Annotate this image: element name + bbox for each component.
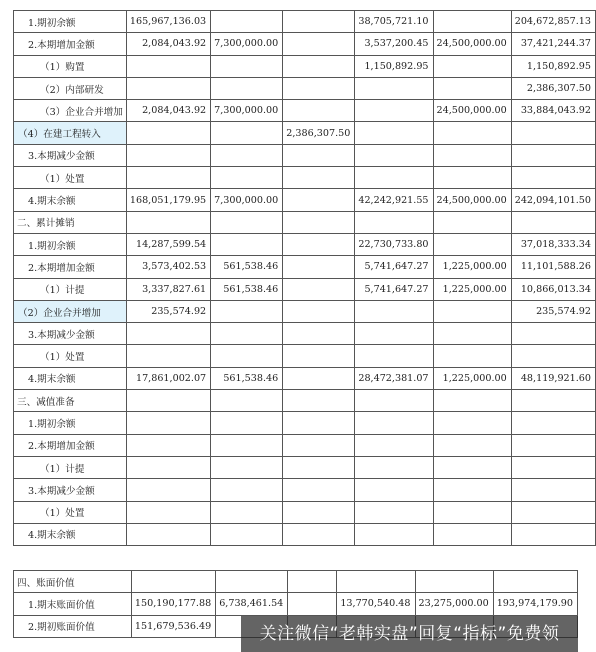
- value-cell: [126, 523, 210, 545]
- value-cell: [355, 323, 433, 345]
- row-label: （1）购置: [14, 55, 127, 77]
- table-row: [14, 390, 596, 412]
- value-cell: [433, 390, 511, 412]
- table-row: [14, 501, 596, 523]
- row-label: 1.期初余额: [14, 412, 127, 434]
- value-cell: 235,574.92: [511, 300, 595, 322]
- value-cell: [126, 434, 210, 456]
- value-cell: 48,119,921.60: [511, 367, 595, 389]
- value-cell: [126, 144, 210, 166]
- value-cell: [355, 122, 433, 144]
- value-cell: [511, 479, 595, 501]
- value-cell: 7,300,000.00: [211, 100, 283, 122]
- value-cell: [131, 571, 215, 593]
- value-cell: 24,500,000.00: [433, 33, 511, 55]
- value-cell: [511, 144, 595, 166]
- value-cell: 33,884,043.92: [511, 100, 595, 122]
- table-row: [14, 523, 596, 545]
- value-cell: [433, 11, 511, 33]
- value-cell: [126, 479, 210, 501]
- value-cell: [355, 300, 433, 322]
- value-cell: [283, 144, 355, 166]
- value-cell: [211, 300, 283, 322]
- intangible-assets-table: [13, 10, 596, 546]
- row-label: 1.期初余额: [14, 233, 127, 255]
- value-cell: [433, 55, 511, 77]
- value-cell: 13,770,540.48: [337, 593, 415, 615]
- value-cell: [433, 323, 511, 345]
- value-cell: 14,287,599.54: [126, 233, 210, 255]
- value-cell: [355, 412, 433, 434]
- value-cell: 5,741,647.27: [355, 278, 433, 300]
- value-cell: 193,974,179.90: [493, 593, 577, 615]
- value-cell: [355, 211, 433, 233]
- table-row: [14, 434, 596, 456]
- table-row: [14, 11, 596, 33]
- value-cell: 38,705,721.10: [355, 11, 433, 33]
- value-cell: 2,084,043.92: [126, 33, 210, 55]
- value-cell: [355, 523, 433, 545]
- table-row: [14, 278, 596, 300]
- value-cell: [433, 434, 511, 456]
- value-cell: [211, 211, 283, 233]
- value-cell: 17,861,002.07: [126, 367, 210, 389]
- table-row: [14, 33, 596, 55]
- row-label: 二、累计摊销: [14, 211, 127, 233]
- value-cell: [355, 456, 433, 478]
- value-cell: [433, 144, 511, 166]
- row-label: 1.期初余额: [14, 11, 127, 33]
- table-row: [14, 55, 596, 77]
- value-cell: [283, 189, 355, 211]
- table-row: [14, 144, 596, 166]
- table-body: [14, 11, 596, 546]
- value-cell: [126, 77, 210, 99]
- value-cell: [511, 323, 595, 345]
- value-cell: [211, 345, 283, 367]
- value-cell: [433, 501, 511, 523]
- value-cell: [283, 167, 355, 189]
- value-cell: [283, 33, 355, 55]
- table-row: [14, 167, 596, 189]
- row-label: 4.期末余额: [14, 189, 127, 211]
- value-cell: [126, 345, 210, 367]
- row-label: 2.期初账面价值: [14, 615, 132, 637]
- value-cell: [283, 100, 355, 122]
- value-cell: [355, 100, 433, 122]
- table-row: [14, 479, 596, 501]
- value-cell: [283, 434, 355, 456]
- value-cell: [211, 434, 283, 456]
- row-label: 1.期末账面价值: [14, 593, 132, 615]
- value-cell: 1,225,000.00: [433, 256, 511, 278]
- value-cell: [283, 412, 355, 434]
- value-cell: 5,741,647.27: [355, 256, 433, 278]
- value-cell: [126, 412, 210, 434]
- value-cell: [433, 77, 511, 99]
- value-cell: [211, 523, 283, 545]
- row-label: 2.本期增加金额: [14, 434, 127, 456]
- table-row: [14, 593, 578, 615]
- value-cell: [511, 167, 595, 189]
- value-cell: [355, 434, 433, 456]
- value-cell: [283, 278, 355, 300]
- value-cell: 3,537,200.45: [355, 33, 433, 55]
- row-label: （2）内部研发: [14, 77, 127, 99]
- value-cell: 1,150,892.95: [511, 55, 595, 77]
- row-label: 4.期末余额: [14, 367, 127, 389]
- value-cell: [511, 345, 595, 367]
- value-cell: 168,051,179.95: [126, 189, 210, 211]
- value-cell: 28,472,381.07: [355, 367, 433, 389]
- table-row: [14, 233, 596, 255]
- value-cell: [211, 77, 283, 99]
- row-label: 2.本期增加金额: [14, 256, 127, 278]
- row-label: （1）计提: [14, 278, 127, 300]
- value-cell: [283, 211, 355, 233]
- watermark-banner: 关注微信“老韩实盘”回复“指标”免费领: [241, 616, 578, 652]
- row-label: （1）计提: [14, 456, 127, 478]
- value-cell: [355, 77, 433, 99]
- value-cell: [126, 122, 210, 144]
- value-cell: [493, 571, 577, 593]
- value-cell: [211, 501, 283, 523]
- row-label: （1）处置: [14, 167, 127, 189]
- value-cell: [355, 144, 433, 166]
- value-cell: [211, 122, 283, 144]
- table-row: [14, 122, 596, 144]
- row-label: 3.本期减少金额: [14, 479, 127, 501]
- value-cell: 3,573,402.53: [126, 256, 210, 278]
- value-cell: [283, 345, 355, 367]
- value-cell: [283, 479, 355, 501]
- value-cell: [126, 390, 210, 412]
- table-row: [14, 367, 596, 389]
- value-cell: [511, 434, 595, 456]
- value-cell: [283, 367, 355, 389]
- value-cell: [355, 167, 433, 189]
- row-label: 4.期末余额: [14, 523, 127, 545]
- value-cell: 3,337,827.61: [126, 278, 210, 300]
- value-cell: [211, 167, 283, 189]
- table-row: [14, 189, 596, 211]
- value-cell: [126, 211, 210, 233]
- value-cell: [211, 479, 283, 501]
- value-cell: [511, 412, 595, 434]
- value-cell: [283, 300, 355, 322]
- value-cell: [433, 479, 511, 501]
- value-cell: [211, 456, 283, 478]
- row-label: 三、减值准备: [14, 390, 127, 412]
- value-cell: 6,738,461.54: [216, 593, 288, 615]
- value-cell: 10,866,013.34: [511, 278, 595, 300]
- row-label: 3.本期减少金额: [14, 144, 127, 166]
- value-cell: 2,386,307.50: [511, 77, 595, 99]
- value-cell: 561,538.46: [211, 367, 283, 389]
- value-cell: [288, 571, 337, 593]
- value-cell: [511, 523, 595, 545]
- value-cell: 7,300,000.00: [211, 33, 283, 55]
- value-cell: [283, 55, 355, 77]
- value-cell: 165,967,136.03: [126, 11, 210, 33]
- value-cell: [283, 456, 355, 478]
- value-cell: [211, 323, 283, 345]
- value-cell: [511, 501, 595, 523]
- table-row: [14, 300, 596, 322]
- value-cell: [283, 233, 355, 255]
- value-cell: [211, 144, 283, 166]
- value-cell: 23,275,000.00: [415, 593, 493, 615]
- value-cell: [337, 571, 415, 593]
- value-cell: 37,018,333.34: [511, 233, 595, 255]
- table-row: [14, 77, 596, 99]
- value-cell: 24,500,000.00: [433, 189, 511, 211]
- value-cell: [283, 323, 355, 345]
- value-cell: 204,672,857.13: [511, 11, 595, 33]
- value-cell: [511, 390, 595, 412]
- table-row: [14, 456, 596, 478]
- value-cell: [126, 456, 210, 478]
- row-label: （3）企业合并增加: [14, 100, 127, 122]
- value-cell: [433, 211, 511, 233]
- value-cell: 1,225,000.00: [433, 367, 511, 389]
- value-cell: [433, 233, 511, 255]
- value-cell: [211, 233, 283, 255]
- value-cell: 561,538.46: [211, 278, 283, 300]
- value-cell: [355, 390, 433, 412]
- value-cell: 7,300,000.00: [211, 189, 283, 211]
- value-cell: [283, 77, 355, 99]
- value-cell: [126, 55, 210, 77]
- value-cell: 242,094,101.50: [511, 189, 595, 211]
- value-cell: [288, 593, 337, 615]
- value-cell: [126, 167, 210, 189]
- value-cell: 11,101,588.26: [511, 256, 595, 278]
- value-cell: 235,574.92: [126, 300, 210, 322]
- row-label: 3.本期减少金额: [14, 323, 127, 345]
- row-label: （1）处置: [14, 345, 127, 367]
- value-cell: [126, 323, 210, 345]
- value-cell: [511, 456, 595, 478]
- value-cell: [283, 11, 355, 33]
- value-cell: 1,150,892.95: [355, 55, 433, 77]
- value-cell: [283, 390, 355, 412]
- value-cell: [433, 345, 511, 367]
- value-cell: [433, 456, 511, 478]
- value-cell: [433, 122, 511, 144]
- table-row: [14, 323, 596, 345]
- value-cell: 22,730,733.80: [355, 233, 433, 255]
- row-label: 四、账面价值: [14, 571, 132, 593]
- row-label: （2）企业合并增加: [14, 300, 127, 322]
- value-cell: [511, 211, 595, 233]
- value-cell: [283, 256, 355, 278]
- value-cell: [211, 412, 283, 434]
- value-cell: [355, 501, 433, 523]
- value-cell: [211, 11, 283, 33]
- value-cell: 150,190,177.88: [131, 593, 215, 615]
- row-label: （4）在建工程转入: [14, 122, 127, 144]
- value-cell: [355, 479, 433, 501]
- value-cell: [511, 122, 595, 144]
- value-cell: [433, 523, 511, 545]
- value-cell: 151,679,536.49: [131, 615, 215, 637]
- value-cell: [355, 345, 433, 367]
- row-label: （1）处置: [14, 501, 127, 523]
- value-cell: 561,538.46: [211, 256, 283, 278]
- table-row: [14, 571, 578, 593]
- value-cell: [283, 501, 355, 523]
- value-cell: 24,500,000.00: [433, 100, 511, 122]
- value-cell: [216, 571, 288, 593]
- row-label: 2.本期增加金额: [14, 33, 127, 55]
- table-row: [14, 211, 596, 233]
- value-cell: [283, 523, 355, 545]
- value-cell: [433, 167, 511, 189]
- value-cell: [415, 571, 493, 593]
- table-row: [14, 256, 596, 278]
- value-cell: 2,386,307.50: [283, 122, 355, 144]
- value-cell: [211, 55, 283, 77]
- value-cell: 1,225,000.00: [433, 278, 511, 300]
- value-cell: 42,242,921.55: [355, 189, 433, 211]
- value-cell: 37,421,244.37: [511, 33, 595, 55]
- value-cell: [433, 412, 511, 434]
- value-cell: [211, 390, 283, 412]
- value-cell: 2,084,043.92: [126, 100, 210, 122]
- table-row: [14, 345, 596, 367]
- table-row: [14, 412, 596, 434]
- value-cell: [433, 300, 511, 322]
- table-row: [14, 100, 596, 122]
- value-cell: [126, 501, 210, 523]
